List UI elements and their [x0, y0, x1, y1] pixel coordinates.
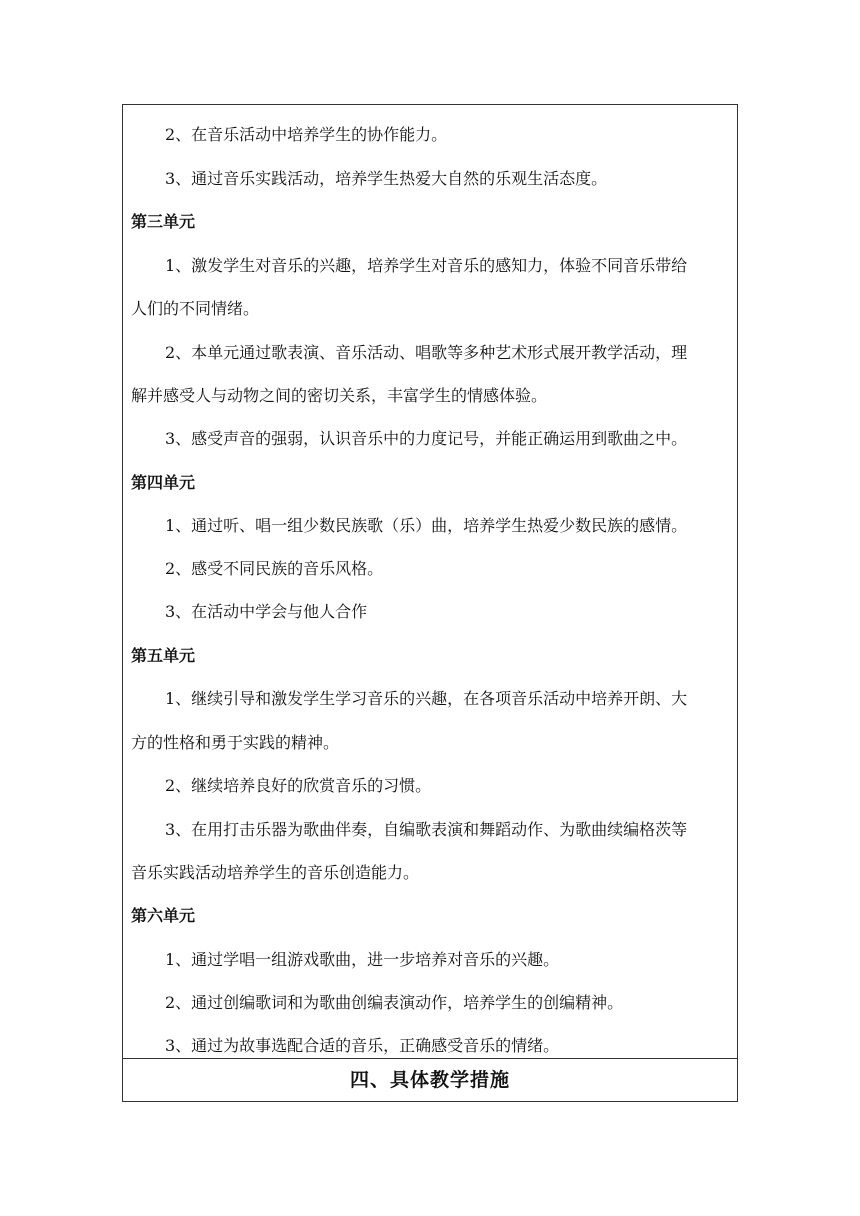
unit-heading: 第四单元	[131, 473, 196, 492]
unit-heading: 第六单元	[131, 906, 196, 925]
paragraph: 1、继续引导和激发学生学习音乐的兴趣，在各项音乐活动中培养开朗、大	[165, 689, 688, 708]
paragraph-continuation: 解并感受人与动物之间的密切关系，丰富学生的情感体验。	[131, 386, 548, 405]
paragraph: 2、继续培养良好的欣赏音乐的习惯。	[165, 776, 432, 795]
paragraph: 3、通过音乐实践活动，培养学生热爱大自然的乐观生活态度。	[165, 169, 608, 188]
paragraph: 3、在活动中学会与他人合作	[165, 602, 368, 621]
unit-heading: 第三单元	[131, 212, 196, 231]
paragraph: 3、通过为故事选配合适的音乐，正确感受音乐的情绪。	[165, 1036, 560, 1055]
paragraph: 2、本单元通过歌表演、音乐活动、唱歌等多种艺术形式展开教学活动，理	[165, 343, 688, 362]
paragraph-continuation: 人们的不同情绪。	[131, 299, 260, 318]
paragraph-continuation: 音乐实践活动培养学生的音乐创造能力。	[131, 863, 420, 882]
unit-heading: 第五单元	[131, 646, 196, 665]
paragraph: 1、通过学唱一组游戏歌曲，进一步培养对音乐的兴趣。	[165, 950, 560, 969]
content-cell	[123, 105, 737, 1059]
paragraph: 2、感受不同民族的音乐风格。	[165, 559, 384, 578]
paragraph: 1、通过听、唱一组少数民族歌（乐）曲，培养学生热爱少数民族的感情。	[165, 516, 688, 535]
document-table	[122, 104, 738, 1102]
paragraph: 3、在用打击乐器为歌曲伴奏，自编歌表演和舞蹈动作、为歌曲续编格茨等	[165, 820, 688, 839]
paragraph: 2、通过创编歌词和为歌曲创编表演动作，培养学生的创编精神。	[165, 993, 624, 1012]
paragraph: 1、激发学生对音乐的兴趣，培养学生对音乐的感知力，体验不同音乐带给	[165, 256, 688, 275]
section-title: 四、具体教学措施	[349, 1069, 510, 1091]
paragraph: 3、感受声音的强弱，认识音乐中的力度记号，并能正确运用到歌曲之中。	[165, 429, 688, 448]
paragraph-continuation: 方的性格和勇于实践的精神。	[131, 733, 340, 752]
paragraph: 2、在音乐活动中培养学生的协作能力。	[165, 125, 448, 144]
